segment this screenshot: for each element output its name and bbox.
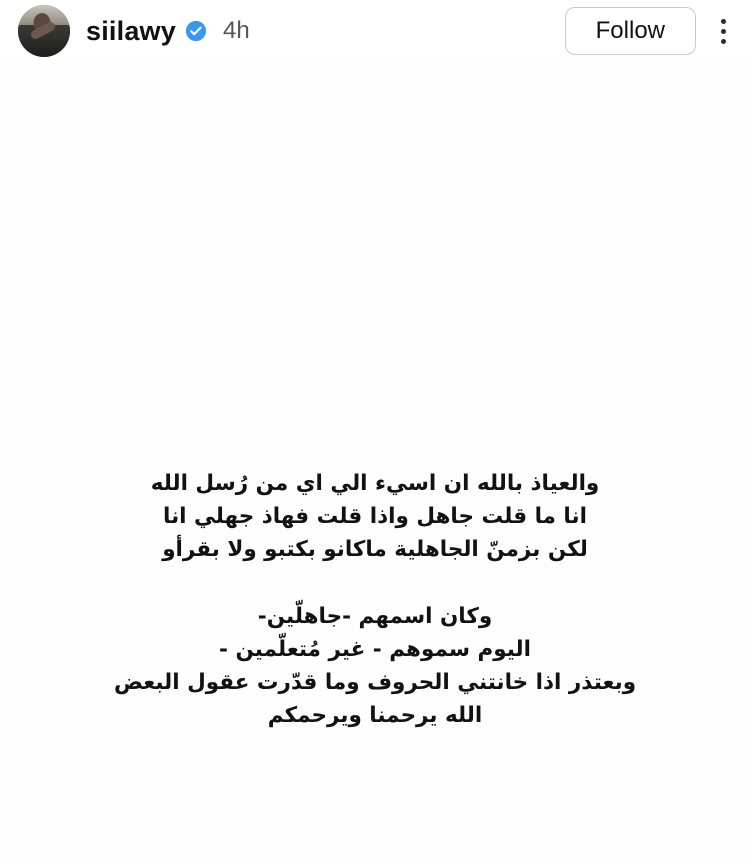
follow-button[interactable]: Follow [565,7,696,55]
more-dot-1 [721,19,726,24]
story-line: وكان اسمهم -جاهلّين- [257,604,493,629]
more-options-icon[interactable] [712,11,734,51]
more-dot-3 [721,39,726,44]
story-line: الله يرحمنا ويرحمكم [267,703,483,728]
story-line: لكن بزمنّ الجاهلية ماكانو بكتبو ولا بقرأو [162,537,588,562]
timestamp-label: 4h [222,17,250,44]
avatar[interactable] [18,5,70,57]
username-label[interactable]: siilawy [86,15,176,46]
story-line: انا ما قلت جاهل واذا قلت فهاذ جهلي انا [163,504,587,529]
more-dot-2 [721,29,726,34]
story-paragraph-1 [0,467,750,566]
story-line: والعياذ بالله ان اسيء الي اي من رُسل الله [150,471,600,496]
story-canvas[interactable] [0,62,750,863]
verified-badge-icon [185,20,207,42]
story-line: وبعتذر اذا خانتني الحروف وما قدّرت عقول البعض [113,670,637,695]
story-line: اليوم سموهم - غير مُتعلّمين - [219,637,531,662]
story-header [0,0,750,62]
story-paragraph-2 [0,600,750,732]
story-text-block [0,467,750,732]
